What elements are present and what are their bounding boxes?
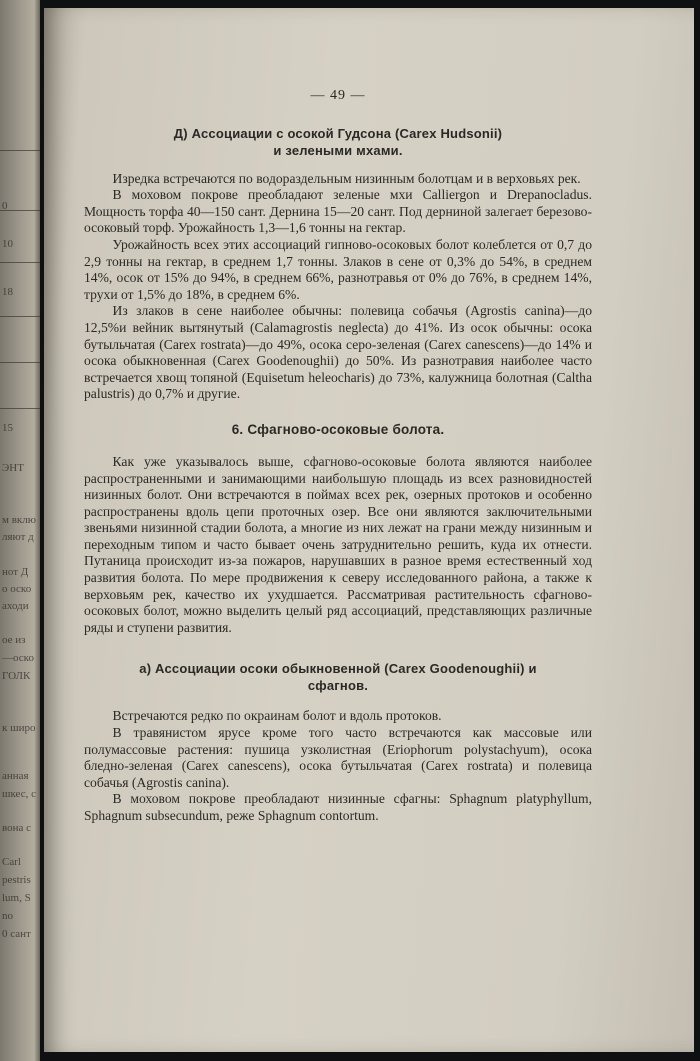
facing-page-fragment: шкес, с [2, 788, 36, 800]
section-d-heading-line2: и зелеными мхами. [273, 142, 403, 158]
facing-page-fragment: Carl [2, 856, 21, 868]
facing-page-fragment: нот Д [2, 566, 29, 578]
paragraph: Изредка встречаются по водораздельным низинным болотцам и в верховьях рек. [112, 170, 581, 186]
paragraph: Как уже указывалось выше, сфагново-осоковые болота являются наиболее распространенными и занимающими наибольшую площадь из всех разновидностей низинных болот. Они встречаются в поймах всех рек, озерных протоков и особенно распространены вдоль цепи проточных озер. Все они являются заключительными звеньями низинной стадии болота, а многие из них лежат на грани между низинным и переходным типом и часто бывает очень затруднительно решить, куда их отнести. Путаница происходит из-за пожаров, нарушавших в разное время естественный ход развития болота. По мере продвижения к северу исследованного района, а также к верховьям рек, качество их ухудшается. Рассматривая растительность сфагново-осоковых болот, можно выделить целый ряд ассоциаций, представляющих различные ряды и ступени развития. [84, 453, 592, 635]
facing-page-fragment: 0 [2, 200, 8, 212]
facing-page-fragment: анная [2, 770, 29, 782]
facing-page-fragment: 15 [2, 422, 13, 434]
facing-page-fragment: к широ [2, 722, 36, 734]
facing-page-fragment: pestris [2, 874, 31, 886]
book-page [44, 8, 694, 1052]
facing-page-fragment: м вклю [2, 514, 36, 526]
facing-page-fragment: ляют д [2, 531, 34, 543]
facing-page-fragment: ЭНТ [2, 462, 24, 474]
paragraph: Из злаков в сене наиболее обычны: полевица собачья (Agrostis canina)—до 12,5%и вейник вытянутый (Calamagrostis neglecta) до 41%. Из осок обычны: осока бутыльчатая (Carex rostrata)—до 49%, осока серо-зеленая (Carex canescens)—до 14% и осока обыкновенная (Carex Goodenoughii) до 50%. Из разнотравия наиболее часто встречается хвощ топяной (Equisetum heleocharis) до 73%, калужница болотная (Caltha palustris) до 0,7% и другие. [84, 303, 592, 402]
facing-page-fragment: аходи [2, 600, 29, 612]
facing-page-fragment: —оско [2, 652, 34, 664]
facing-page-fragment: о оско [2, 583, 32, 595]
page-number: — 49 — [310, 88, 366, 103]
facing-page-edge [0, 0, 40, 1061]
facing-page-fragment: 10 [2, 238, 13, 250]
paragraph: В моховом покрове преобладают низинные сфагны: Sphagnum platyphyllum, Sphagnum subsecundum, реже Sphagnum contortum. [84, 791, 592, 823]
facing-page-fragment: 18 [2, 286, 13, 298]
facing-page-fragment: вона с [2, 822, 32, 834]
facing-page-fragment: ГОЛК [2, 670, 31, 682]
section-d-heading-line1: Д) Ассоциации с осокой Гудсона (Carex Hudsonii) [173, 125, 503, 141]
facing-page-fragment: 0 сант [2, 928, 31, 940]
paragraph: В травянистом ярусе кроме того часто встречаются как массовые или полумассовые растения: пушица узколистная (Eriophorum polystachyum), осока бледно-зеленая (Carex canescens), осока бутыльчатая (Carex rostrata) и полевица собачья (Agrostis canina). [84, 725, 592, 790]
section-6-heading: 6. Сфагново-осоковые болота. [231, 421, 445, 437]
paragraph: Встречаются редко по окраинам болот и вдоль протоков. [112, 708, 442, 724]
section-d-heading [84, 125, 592, 159]
paragraph: Урожайность всех этих ассоциаций гипново-осоковых болот колеблется от 0,7 до 2,9 тонны на гектар, в среднем 1,7 тонны. Злаков в сене от 0,3% до 54%, в среднем 14%, осок от 15% до 94%, в среднем 66%, разнотравья от 0% до 76%, в среднем 14%, трухи от 1,5% до 18%, в среднем 6%. [84, 236, 592, 302]
section-a-heading [84, 660, 592, 694]
section-a-heading-line2: сфагнов. [307, 678, 369, 694]
paragraph: В моховом покрове преобладают зеленые мхи Calliergon и Drepanocladus. Мощность торфа 40—150 сант. Дернина 15—20 сант. Под дерниной залегает березово-осоковый торф. Урожайность 1,3—1,6 тонны на гектар. [84, 187, 592, 236]
facing-page-fragment: ое из [2, 634, 26, 646]
section-a-heading-line1: а) Ассоциации осоки обыкновенной (Carex Goodenoughii) и [139, 661, 537, 677]
page-content [84, 88, 592, 825]
facing-page-fragment: lum, S [2, 892, 31, 904]
facing-page-fragment: no [2, 910, 13, 922]
